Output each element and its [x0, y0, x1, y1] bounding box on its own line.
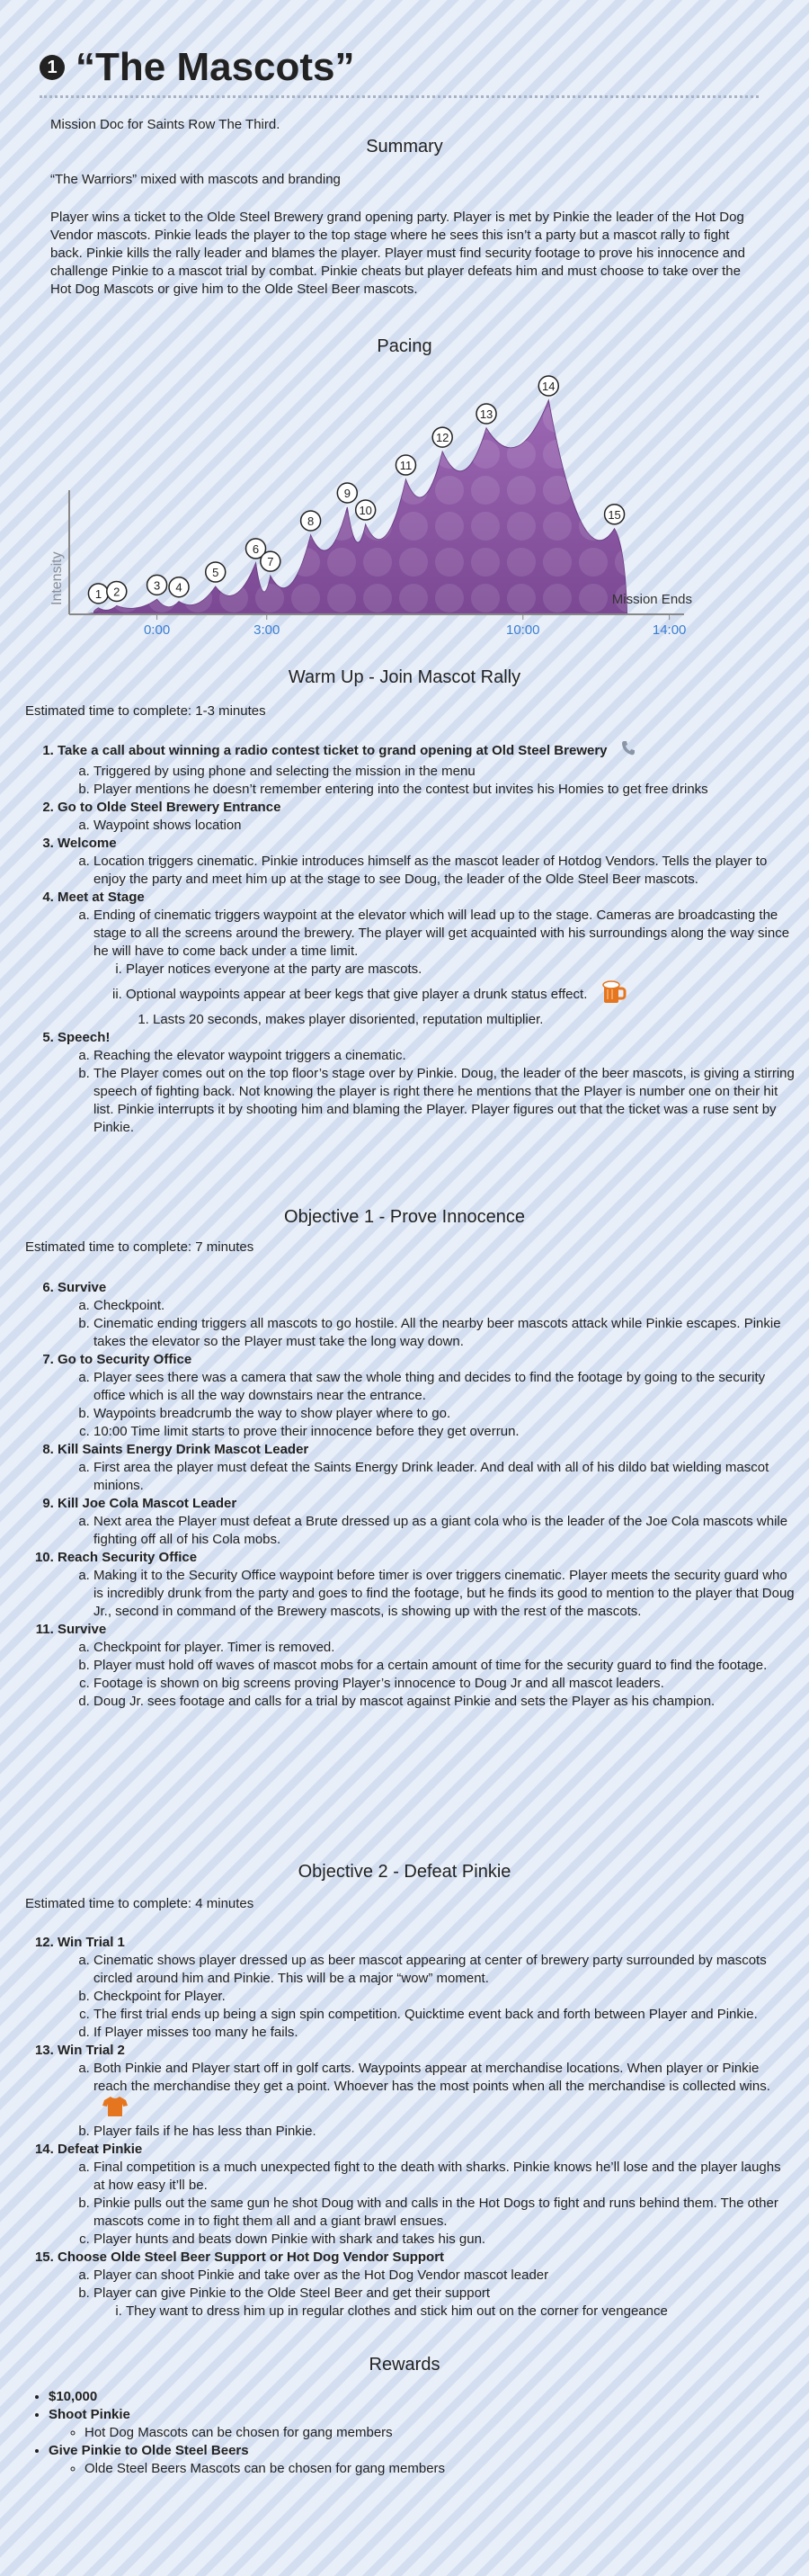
pacing-heading: Pacing [377, 336, 432, 356]
summary-body: Player wins a ticket to the Olde Steel Brewery grand opening party. Player is met by Pinkie the leader of the Hot Dog Vendor mascots. Pinkie leads the player to the top stage where he sees this isn’t a party but a mascot rally to fight back. Pinkie kills the rally leader and blames the player. Player must find security footage to prove his innocence and challenge Pinkie to a mascot trial by combat. Pinkie cheats but player defeats him and must choose to take over the Hot Dog Mascots or give him to the Olde Steel Beer mascots. [50, 210, 745, 297]
sub-item: a. Player sees there was a camera that saw the whole thing and decides to find the footage by going to the security office which is all the way downstairs near the entrance. [93, 1369, 795, 1405]
marker-label: 9 [343, 487, 351, 500]
objective2-heading: Objective 2 - Defeat Pinkie [298, 1862, 511, 1882]
sub-item: a. Location triggers cinematic. Pinkie introduces himself as the mascot leader of Hotdog Vendors. Tells the player to enjoy the party and meet him up at the stage to see Doug, the leader of the Olde Steel Beer mascots. [93, 853, 795, 889]
sub-item: a. Checkpoint. [93, 1297, 795, 1315]
reward-note: ◦ Hot Dog Mascots can be chosen for gang members [84, 2424, 768, 2442]
title-row [40, 45, 355, 90]
sub-item: a. Reaching the elevator waypoint triggers a cinematic. [93, 1047, 795, 1065]
marker-label: 5 [212, 566, 219, 580]
marker-5 [206, 562, 226, 582]
reward-title: $10,000 [49, 2389, 98, 2404]
marker-7 [261, 551, 280, 571]
step-title: Speech! [58, 1030, 111, 1045]
subsub-item [126, 979, 795, 1029]
objective1-heading: Objective 1 - Prove Innocence [284, 1207, 525, 1227]
x-tick-label: 3:00 [253, 622, 280, 638]
warmup-estimate: Estimated time to complete: 1-3 minutes [25, 703, 266, 719]
step-title: Kill Joe Cola Mascot Leader [58, 1496, 237, 1511]
sub-item: b. Player fails if he has less than Pinkie. [93, 2123, 795, 2141]
reward-title: Give Pinkie to Olde Steel Beers [49, 2443, 249, 2458]
step-title: Choose Olde Steel Beer Support or Hot Dog Vendor Support [58, 2250, 445, 2265]
x-tick-label: 10:00 [505, 622, 540, 638]
step-title: Survive [58, 1280, 107, 1295]
marker-label: 8 [307, 514, 315, 528]
subsubsub-item: 1. Lasts 20 seconds, makes player disoriented, reputation multiplier. [153, 1011, 795, 1029]
marker-8 [301, 511, 321, 531]
summary-tagline: “The Warriors” mixed with mascots and branding [50, 172, 341, 187]
marker-2 [107, 581, 127, 601]
marker-label: 3 [153, 578, 161, 593]
marker-10 [356, 500, 376, 520]
warmup-heading: Warm Up - Join Mascot Rally [288, 667, 521, 687]
step-item [58, 2042, 795, 2141]
sub-item: a. Next area the Player must defeat a Brute dressed up as a giant cola who is the leader of the Joe Cola mascots while fighting off all of his Cola mobs. [93, 1513, 795, 1549]
pacing-chart [36, 364, 692, 652]
sub-item: c. 10:00 Time limit starts to prove their innocence before they get overrun. [93, 1423, 795, 1441]
pacing-chart-svg [36, 364, 692, 652]
step-item [58, 1549, 795, 1621]
step-item [58, 1934, 795, 2042]
tshirt-icon [102, 2096, 128, 2123]
step-title: Defeat Pinkie [58, 2142, 143, 2157]
sub-item: c. The first trial ends up being a sign spin competition. Quicktime event back and forth between Player and Pinkie. [93, 2006, 795, 2024]
y-axis-label: Intensity [49, 551, 65, 605]
marker-11 [396, 455, 415, 475]
step-item [58, 2141, 795, 2249]
step-title: Win Trial 1 [58, 1935, 125, 1950]
marker-label: 10 [359, 504, 372, 518]
step-item [58, 1279, 795, 1351]
reward-note: ◦ Olde Steel Beers Mascots can be chosen for gang members [84, 2460, 768, 2478]
sub-item: a. Final competition is a much unexpected fight to the death with sharks. Pinkie knows he’ll lose and the player laughs at how easy it’ll be. [93, 2159, 795, 2195]
sub-item: a. First area the player must defeat the Saints Energy Drink leader. And deal with all of his dildo bat wielding mascot minions. [93, 1459, 795, 1495]
step-title: Go to Olde Steel Brewery Entrance [58, 800, 281, 815]
sub-item: b. Checkpoint for Player. [93, 1988, 795, 2006]
step-title: Take a call about winning a radio contest ticket to grand opening at Old Steel Brewery [58, 742, 608, 758]
sub-item: d. Doug Jr. sees footage and calls for a trial by mascot against Pinkie and sets the Player as his champion. [93, 1693, 795, 1711]
step-item [58, 835, 795, 889]
sub-item: a. Cinematic shows player dressed up as beer mascot appearing at center of brewery party surrounded by mascots circled around him and Pinkie. This will be a major “wow” moment. [93, 1952, 795, 1988]
mission-subtitle: Mission Doc for Saints Row The Third. [50, 117, 280, 132]
sub-item: a. Player can shoot Pinkie and take over as the Hot Dog Vendor mascot leader [93, 2267, 795, 2285]
step-title: Survive [58, 1622, 107, 1637]
sub-item: a. Triggered by using phone and selecting the mission in the menu [93, 763, 795, 781]
summary-heading: Summary [366, 137, 443, 157]
step-item [58, 1351, 795, 1441]
step-item [58, 1495, 795, 1549]
reward-title: Shoot Pinkie [49, 2407, 130, 2422]
sub-item: b. Cinematic ending triggers all mascots to go hostile. All the nearby beer mascots attack while Pinkie escapes. Pinkie takes the elevator so the Player must take the long way down. [93, 1315, 795, 1351]
marker-3 [147, 575, 167, 595]
step-item [58, 739, 795, 799]
step-item [58, 1441, 795, 1495]
step-item [58, 1029, 795, 1137]
step-title: Reach Security Office [58, 1550, 198, 1565]
sub-item: c. Footage is shown on big screens proving Player’s innocence to Doug Jr and all mascot leaders. [93, 1675, 795, 1693]
marker-4 [169, 577, 189, 597]
marker-9 [337, 483, 357, 503]
mission-number-badge: 1 [40, 55, 65, 80]
step-item [58, 2249, 795, 2321]
sub-item: b. The Player comes out on the top floor’s stage over by Pinkie. Doug, the leader of the beer mascots, is giving a stirring speech of fighting back. Not knowing the player is right there he mentions that the Player is number one on their hit list. Pinkie interrupts it by shooting him and blaming the Player. Player figures out that the ticket was a ruse sent by Pinkie. [93, 1065, 795, 1137]
subsub-item: i. They want to dress him up in regular clothes and stick him out on the corner for vengeance [126, 2303, 795, 2321]
step-title: Win Trial 2 [58, 2043, 125, 2058]
objective1-steps [27, 1279, 795, 1711]
step-item [58, 1621, 795, 1711]
sub-item [93, 2060, 795, 2123]
sub-item: a. Making it to the Security Office waypoint before timer is over triggers cinematic. Player meets the security guard who is incredibly drunk from the party and goes to find the footage, but he finds its good to mention to the player that Doug Jr., second in command of the Brewery mascots, is showing up with the rest of the mascots. [93, 1567, 795, 1621]
sub-item: a. Checkpoint for player. Timer is removed. [93, 1639, 795, 1657]
x-tick-label: 14:00 [652, 622, 687, 638]
step-title: Kill Saints Energy Drink Mascot Leader [58, 1442, 309, 1457]
warmup-steps [27, 739, 795, 1137]
marker-label: 1 [94, 586, 102, 601]
sub-item: b. Waypoints breadcrumb the way to show player where to go. [93, 1405, 795, 1423]
reward-item [49, 2442, 768, 2478]
reward-item [49, 2388, 768, 2406]
marker-label: 15 [608, 507, 621, 522]
marker-label: 11 [399, 459, 413, 473]
sub-item-text: Player can give Pinkie to the Olde Steel Beer and get their support [93, 2285, 491, 2301]
sub-item [93, 2285, 795, 2321]
marker-label: 14 [542, 380, 556, 393]
marker-label: 7 [267, 555, 274, 569]
objective2-steps [27, 1934, 795, 2321]
page-title: “The Mascots” [76, 45, 355, 89]
marker-label: 13 [479, 407, 493, 421]
step-item [58, 889, 795, 1029]
marker-15 [605, 505, 625, 524]
marker-14 [538, 376, 558, 396]
x-tick-label: 0:00 [143, 622, 171, 638]
objective2-estimate: Estimated time to complete: 4 minutes [25, 1896, 254, 1911]
sub-item-text: Ending of cinematic triggers waypoint at the elevator which will lead up to the stage. Cameras are broadcasting the stage to all the screens around the brewery. The player will get acquainted with his surroundings along the way since he will have to come back under a time limit. [93, 908, 790, 959]
sub-item: d. If Player misses too many he fails. [93, 2024, 795, 2042]
step-title: Meet at Stage [58, 890, 145, 905]
step-title: Go to Security Office [58, 1352, 192, 1367]
sub-item: a. Waypoint shows location [93, 817, 795, 835]
sub-item: c. Player hunts and beats down Pinkie with shark and takes his gun. [93, 2231, 795, 2249]
objective1-estimate: Estimated time to complete: 7 minutes [25, 1239, 254, 1255]
marker-label: 2 [113, 585, 120, 599]
sub-item: b. Player mentions he doesn’t remember entering into the contest but invites his Homies to get free drinks [93, 781, 795, 799]
reward-item [49, 2406, 768, 2442]
title-divider [40, 95, 759, 98]
sub-item: b. Pinkie pulls out the same gun he shot Doug with and calls in the Hot Dogs to fight and runs behind them. The other mascots come in to fight them all and a giant brawl ensues. [93, 2195, 795, 2231]
marker-label: 6 [252, 541, 260, 556]
marker-1 [88, 584, 108, 604]
rewards-heading: Rewards [369, 2355, 440, 2375]
sub-item-text: Both Pinkie and Player start off in golf carts. Waypoints appear at merchandise locations. When player or Pinkie reach the merchandise they get a point. Whoever has the most points when all the merchandise is collected wins. [93, 2061, 770, 2094]
marker-12 [432, 427, 452, 447]
mission-ends-label: Mission Ends [611, 592, 692, 607]
marker-13 [476, 404, 496, 424]
step-item [58, 799, 795, 835]
beer-mug-icon [600, 979, 627, 1011]
sub-item [93, 907, 795, 1029]
phone-icon [620, 739, 636, 763]
step-title: Welcome [58, 836, 117, 851]
marker-label: 4 [175, 580, 182, 595]
marker-label: 12 [435, 431, 449, 445]
rewards-list [27, 2388, 768, 2478]
subsub-item-text: Optional waypoints appear at beer kegs that give player a drunk status effect. [126, 986, 588, 1002]
sub-item: b. Player must hold off waves of mascot mobs for a certain amount of time for the security guard to find the footage. [93, 1657, 795, 1675]
subsub-item: i. Player notices everyone at the party are mascots. [126, 961, 795, 979]
